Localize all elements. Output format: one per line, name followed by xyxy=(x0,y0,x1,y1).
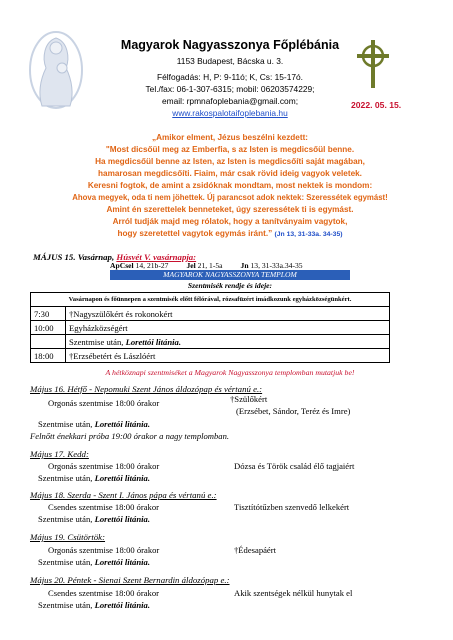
mass-intention: Akik szentségek nélkül hunytak el xyxy=(234,588,353,598)
mass-intention: Szentmise után, Lorettói litánia. xyxy=(66,335,390,349)
quote-line: hamarosan megdicsőíti. Fiaim, már csak rövid ideig vagyok veletek. xyxy=(98,169,362,178)
readings xyxy=(110,261,350,270)
quote-reference: (Jn 13, 31-33a. 34-35) xyxy=(274,231,343,238)
quote-line: Ha megdicsőül benne az Isten, az Isten is megdicsőíti saját magában, xyxy=(95,157,365,166)
day-title: Május 19. Csütörtök: xyxy=(30,532,106,542)
mass-desc: Csendes szentmise 18:00 órakor xyxy=(48,502,159,512)
day-title: Május 18. Szerda - Szent I. János pápa és vértanú e.: xyxy=(30,490,217,500)
mass-intention: Tisztítótűzben szenvedő lelkekért xyxy=(234,502,350,512)
weekday-note: A hétköznapi szentmiséket a Magyarok Nagyasszonya templomban mutatjuk be! xyxy=(105,368,355,377)
mass-intention: †Édesapáért xyxy=(234,545,276,555)
sunday-schedule-table xyxy=(30,292,390,363)
day-title: Május 20. Péntek - Sienai Szent Bernardin áldozópap e.: xyxy=(30,575,230,585)
mass-intention-detail: (Erzsébet, Sándor, Teréz és Imre) xyxy=(236,406,351,416)
after-mass: Szentmise után, Lorettói litánia. xyxy=(38,473,150,483)
mass-time: 18:00 xyxy=(31,349,66,363)
website-link[interactable]: www.rakospalotaifoplebania.hu xyxy=(172,108,288,118)
mass-intention: †Erzsébetért és Lászlóért xyxy=(66,349,390,363)
mass-desc: Orgonás szentmise 18:00 órakor xyxy=(48,545,160,555)
quote-line: Arról tudják majd meg rólatok, hogy a tanítványaim vagytok, xyxy=(112,217,348,226)
bulletin-date: 2022. 05. 15. xyxy=(351,100,402,110)
quote-line: Amint én szerettelek benneteket, úgy szeressétek ti is egymást. xyxy=(106,205,354,214)
mass-desc: Orgonás szentmise 18:00 órakor xyxy=(48,398,160,408)
after-mass: Szentmise után, Lorettói litánia. xyxy=(38,514,150,524)
mass-intention: †Nagyszülőkért és rokonokért xyxy=(66,307,390,321)
table-row xyxy=(31,335,390,349)
mass-desc: Orgonás szentmise 18:00 órakor xyxy=(48,461,160,471)
after-mass: Szentmise után, Lorettói litánia. xyxy=(38,600,150,610)
reading: Jn 13, 31-33a.34-35 xyxy=(240,261,303,270)
day-title: Május 17. Kedd: xyxy=(30,449,89,459)
table-row xyxy=(31,321,390,335)
table-row xyxy=(31,349,390,363)
table-row xyxy=(31,293,390,307)
day-title: Május 16. Hétfő - Nepomuki Szent János áldozópap és vértanú e.: xyxy=(30,384,263,394)
church-banner: MAGYAROK NAGYASSZONYA TEMPLOM xyxy=(110,270,350,280)
parish-title: Magyarok Nagyasszonya Főplébánia xyxy=(120,38,340,52)
sunday-heading: MÁJUS 15. Vasárnap, Húsvét V. vasárnapja: xyxy=(33,252,197,262)
quote-line: Keresni fogtok, de amint a zsidóknak mondtam, most nektek is mondom: xyxy=(87,181,373,190)
email: email: rpmnafoplebania@gmail.com; xyxy=(161,96,299,106)
choir-note: Felnőtt énekkari próba 19:00 órakor a nagy templomban. xyxy=(30,431,230,441)
table-row xyxy=(31,307,390,321)
quote-line: „Amikor elment, Jézus beszélni kezdett: xyxy=(151,133,309,142)
madonna-logo xyxy=(20,28,92,112)
reading: ApCsel 14, 21b-27 xyxy=(110,261,169,270)
mass-time xyxy=(31,335,66,349)
mass-desc: Csendes szentmise 18:00 órakor xyxy=(48,588,159,598)
after-mass: Szentmise után, Lorettói litánia. xyxy=(38,557,150,567)
quote-last-line: hogy szeretettel vagytok egymás iránt.” (Jn 13, 31-33a. 34-35) xyxy=(117,229,343,238)
mass-intention: Dózsa és Török család élő tagjaiért xyxy=(234,461,355,471)
rosary-note: Vasárnapon és főünnepen a szentmisék előtt félórával, rózsafüzért imádkozunk egyházközségünkért. xyxy=(31,293,390,307)
office-hours: Félfogadás: H, P: 9-11ó; K, Cs: 15-17ó. xyxy=(156,72,304,82)
mass-time: 7:30 xyxy=(31,307,66,321)
mass-intention: Egyházközségért xyxy=(66,321,390,335)
mass-time: 10:00 xyxy=(31,321,66,335)
quote-line: Ahova megyek, oda ti nem jöhettek. Új parancsot adok nektek: Szeressétek egymást! xyxy=(72,193,388,202)
quote-line: "Most dicsőül meg az Emberfia, s az Isten is megdicsőül benne. xyxy=(105,145,355,154)
reading: Jel 21, 1-5a xyxy=(186,261,223,270)
after-mass: Szentmise után, Lorettói litánia. xyxy=(38,419,150,429)
address: 1153 Budapest, Bácska u. 3. xyxy=(176,56,284,66)
phone: Tel./fax: 06-1-307-6315; mobil: 06203574229; xyxy=(145,84,315,94)
schedule-subtitle: Szentmisék rendje és ideje: xyxy=(187,281,273,290)
mass-intention: †Szülőkért xyxy=(230,394,268,404)
